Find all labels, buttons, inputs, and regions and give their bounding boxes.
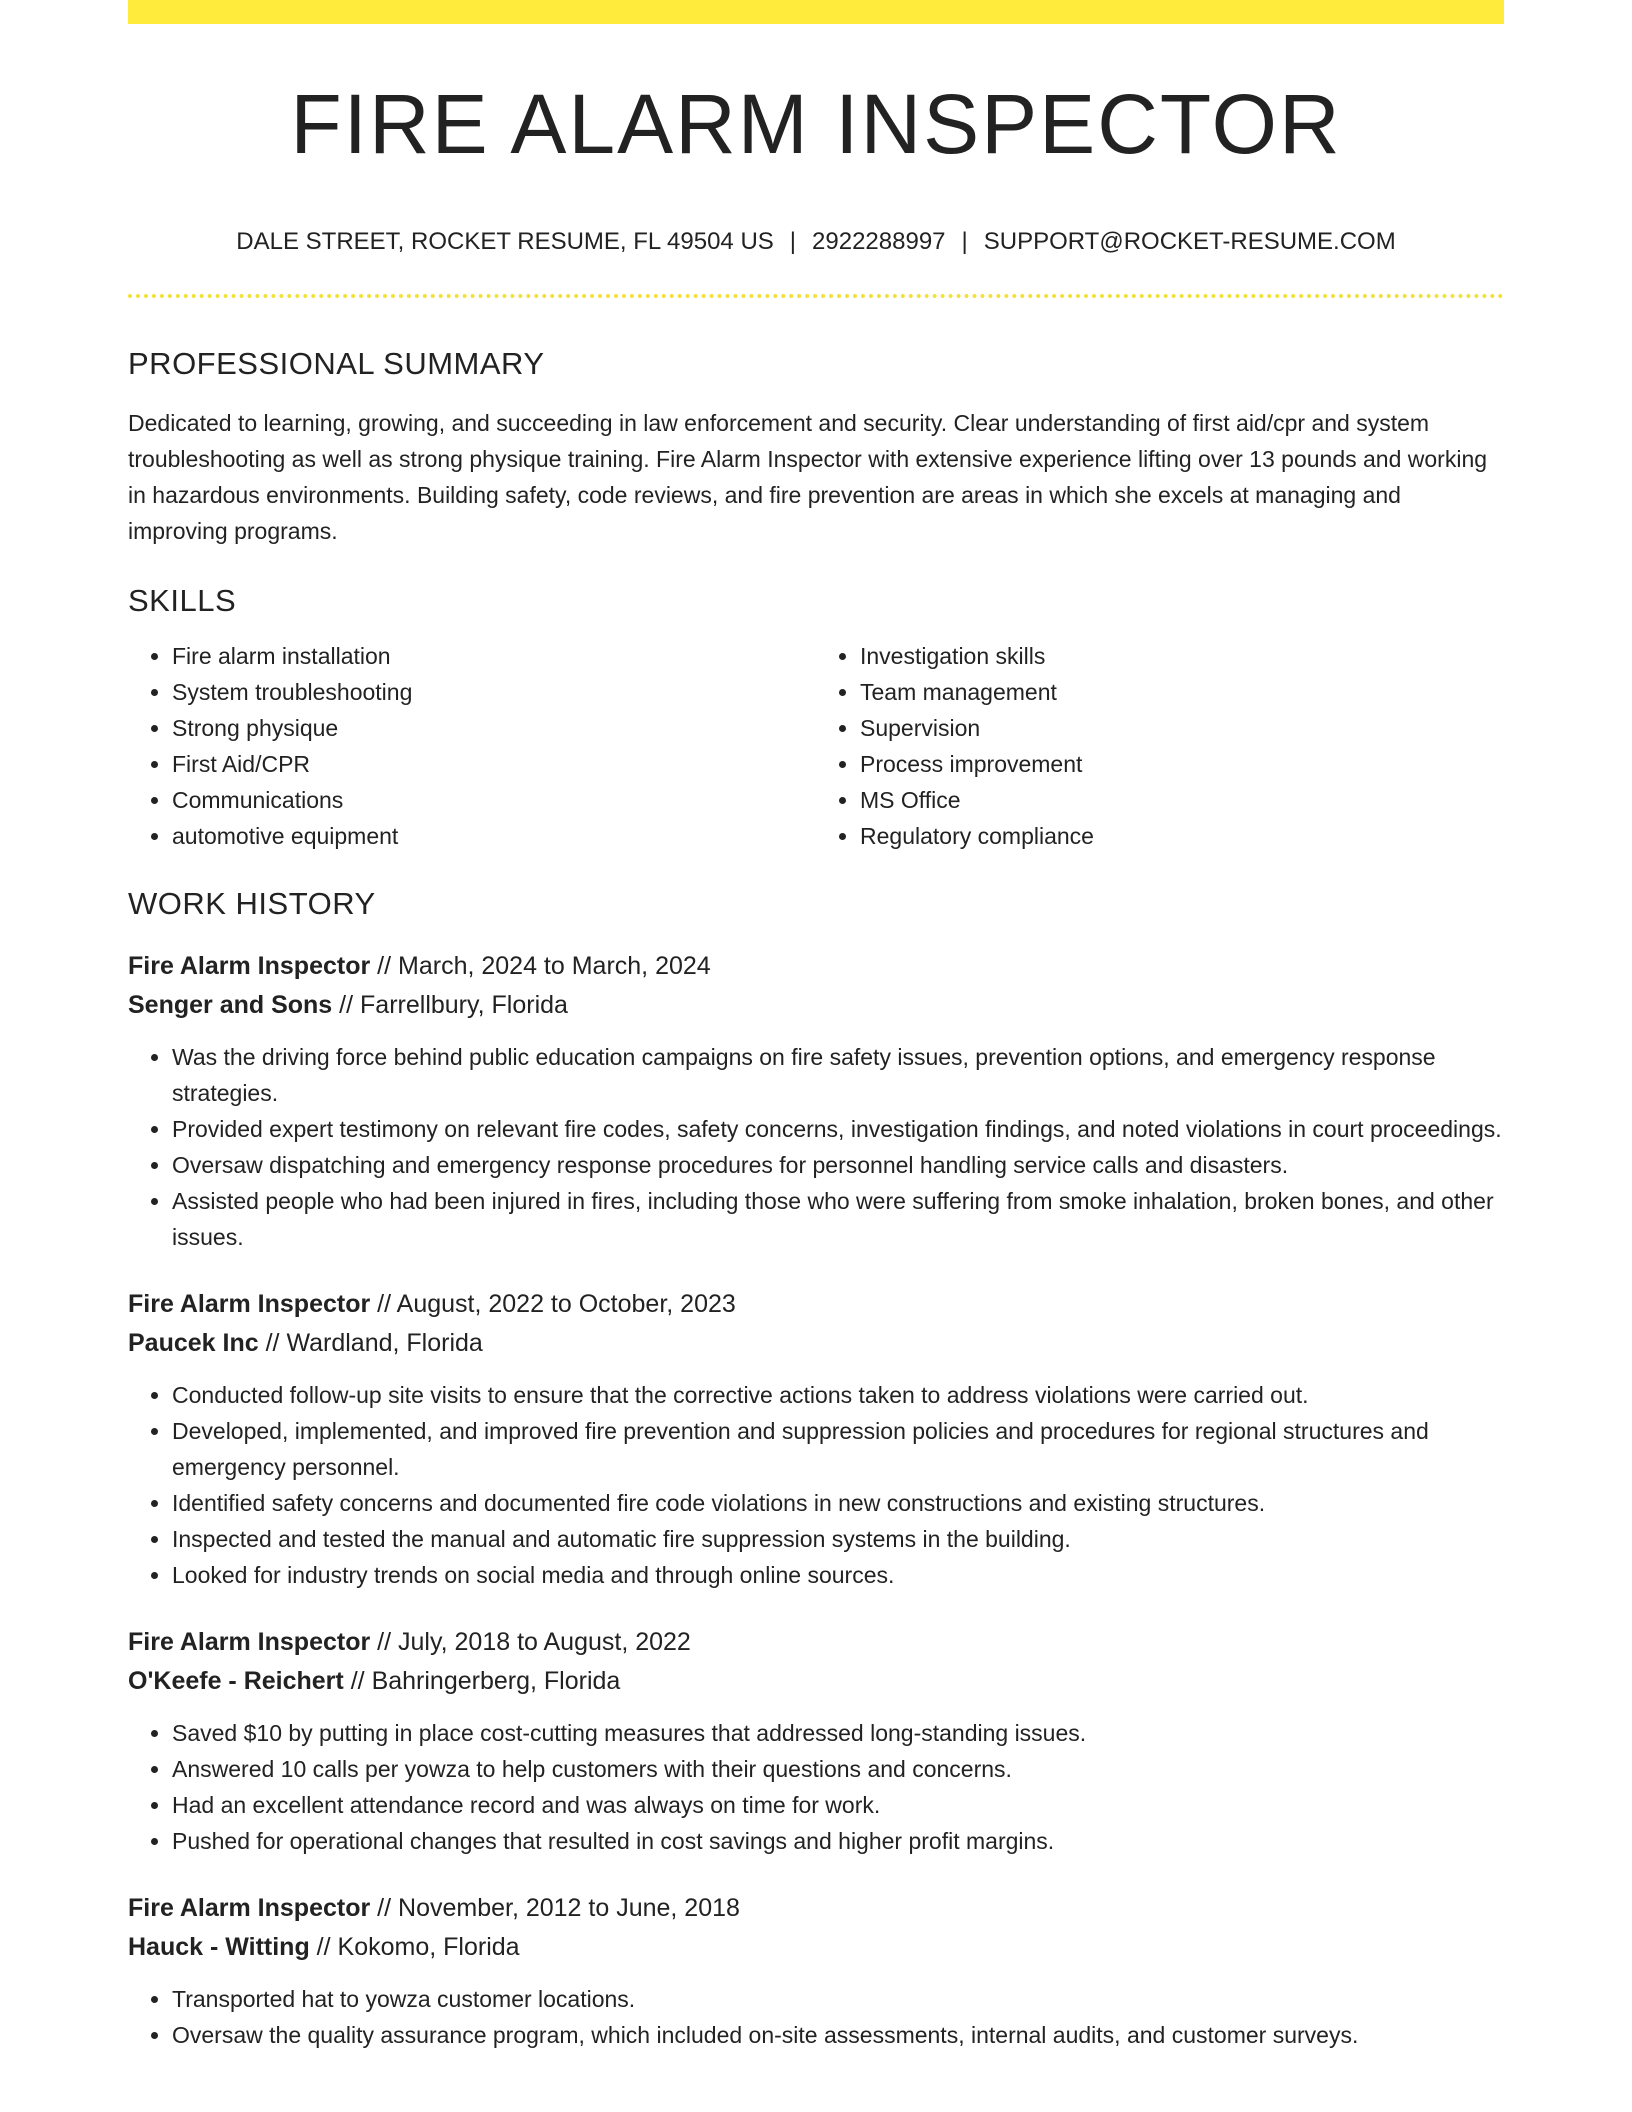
job-bullet: • Provided expert testimony on relevant fire codes, safety concerns, investigation findings, and noted violations in court proceedings.	[172, 1111, 1504, 1147]
resume-page	[128, 0, 1504, 2053]
skill-item: • System troubleshooting	[172, 674, 816, 710]
job-entry	[128, 1623, 1504, 1859]
job-separator: //	[350, 1667, 365, 1695]
skills-column-right	[816, 638, 1504, 854]
job-bullet: • Assisted people who had been injured in fires, including those who were suffering from smoke inhalation, broken bones, and other issues.	[172, 1183, 1504, 1255]
job-role: Fire Alarm Inspector	[128, 952, 371, 980]
job-company: Senger and Sons	[128, 991, 333, 1019]
job-bullet: • Had an excellent attendance record and was always on time for work.	[172, 1787, 1504, 1823]
work-history-heading: WORK HISTORY	[128, 886, 376, 921]
email-link[interactable]: SUPPORT@ROCKET-RESUME.COM	[983, 228, 1396, 255]
job-location: Farrellbury, Florida	[360, 991, 568, 1019]
skill-item: • Communications	[172, 782, 816, 818]
job-separator: //	[377, 952, 392, 980]
job-role-line	[128, 1285, 1504, 1324]
job-entry	[128, 947, 1504, 1255]
job-entry	[128, 1889, 1504, 2053]
job-bullet: • Transported hat to yowza customer locations.	[172, 1981, 1504, 2017]
job-company-line	[128, 1928, 1504, 1967]
header-divider	[128, 294, 1504, 298]
skills-heading: SKILLS	[128, 583, 237, 618]
job-separator: //	[377, 1628, 392, 1656]
resume-title: FIRE ALARM INSPECTOR	[290, 77, 1342, 171]
job-role-line	[128, 1623, 1504, 1662]
job-separator: //	[377, 1894, 392, 1922]
job-company: Paucek Inc	[128, 1329, 259, 1357]
job-role-line	[128, 947, 1504, 986]
address: DALE STREET, ROCKET RESUME, FL 49504 US	[236, 228, 774, 255]
job-bullet: • Identified safety concerns and documented fire code violations in new constructions and existing structures.	[172, 1485, 1504, 1521]
job-bullet: • Oversaw dispatching and emergency response procedures for personnel handling service calls and disasters.	[172, 1147, 1504, 1183]
summary-heading: PROFESSIONAL SUMMARY	[128, 346, 545, 381]
job-separator: //	[377, 1290, 392, 1318]
skill-item: • Investigation skills	[860, 638, 1504, 674]
job-bullet: • Pushed for operational changes that resulted in cost savings and higher profit margins.	[172, 1823, 1504, 1859]
job-bullet: • Conducted follow-up site visits to ensure that the corrective actions taken to address violations were carried out.	[172, 1377, 1504, 1413]
job-role: Fire Alarm Inspector	[128, 1894, 371, 1922]
contact-line	[128, 230, 1504, 254]
job-dates: March, 2024 to March, 2024	[398, 952, 711, 980]
job-separator: //	[316, 1933, 331, 1961]
summary-text: Dedicated to learning, growing, and succeeding in law enforcement and security. Clear understanding of first aid/cpr and system troubleshooting as well as strong physique training. Fire Alarm Inspector with extensive experience lifting over 13 pounds and working in hazardous environments. Building safety, code reviews, and fire prevention are areas in which she excels at managing and improving programs.	[128, 410, 1488, 544]
job-dates: July, 2018 to August, 2022	[398, 1628, 691, 1656]
contact-separator: |	[961, 228, 968, 255]
job-location: Kokomo, Florida	[337, 1933, 520, 1961]
job-dates: August, 2022 to October, 2023	[396, 1290, 736, 1318]
top-accent-bar	[128, 0, 1504, 24]
skill-item: • Regulatory compliance	[860, 818, 1504, 854]
skill-item: • Supervision	[860, 710, 1504, 746]
job-bullet: • Oversaw the quality assurance program, which included on-site assessments, internal audits, and customer surveys.	[172, 2017, 1504, 2053]
job-separator: //	[265, 1329, 280, 1357]
job-bullet: • Developed, implemented, and improved fire prevention and suppression policies and procedures for regional structures and emergency personnel.	[172, 1413, 1504, 1485]
job-bullet: • Looked for industry trends on social media and through online sources.	[172, 1557, 1504, 1593]
job-location: Wardland, Florida	[286, 1329, 483, 1357]
job-company: Hauck - Witting	[128, 1933, 310, 1961]
job-bullet: • Inspected and tested the manual and automatic fire suppression systems in the building.	[172, 1521, 1504, 1557]
job-bullets	[128, 1981, 1504, 2053]
job-company-line	[128, 986, 1504, 1025]
skill-item: • Fire alarm installation	[172, 638, 816, 674]
contact-separator: |	[789, 228, 797, 255]
job-bullet: • Was the driving force behind public education campaigns on fire safety issues, prevention options, and emergency response strategies.	[172, 1039, 1504, 1111]
job-dates: November, 2012 to June, 2018	[398, 1894, 740, 1922]
skills-list	[128, 638, 1504, 854]
job-bullet: • Saved $10 by putting in place cost-cutting measures that addressed long-standing issues.	[172, 1715, 1504, 1751]
job-role-line	[128, 1889, 1504, 1928]
job-bullets	[128, 1377, 1504, 1593]
job-company-line	[128, 1662, 1504, 1701]
skill-item: • Strong physique	[172, 710, 816, 746]
job-location: Bahringerberg, Florida	[371, 1667, 621, 1695]
job-separator: //	[339, 991, 354, 1019]
job-company: O'Keefe - Reichert	[128, 1667, 344, 1695]
job-bullets	[128, 1715, 1504, 1859]
skills-column-left	[128, 638, 816, 854]
job-bullet: • Answered 10 calls per yowza to help customers with their questions and concerns.	[172, 1751, 1504, 1787]
skill-item: • Process improvement	[860, 746, 1504, 782]
skill-item: • automotive equipment	[172, 818, 816, 854]
phone: 2922288997	[812, 228, 946, 255]
skill-item: • MS Office	[860, 782, 1504, 818]
job-role: Fire Alarm Inspector	[128, 1628, 371, 1656]
skill-item: • Team management	[860, 674, 1504, 710]
job-bullets	[128, 1039, 1504, 1255]
job-entry	[128, 1285, 1504, 1593]
job-role: Fire Alarm Inspector	[128, 1290, 371, 1318]
job-company-line	[128, 1324, 1504, 1363]
skill-item: • First Aid/CPR	[172, 746, 816, 782]
